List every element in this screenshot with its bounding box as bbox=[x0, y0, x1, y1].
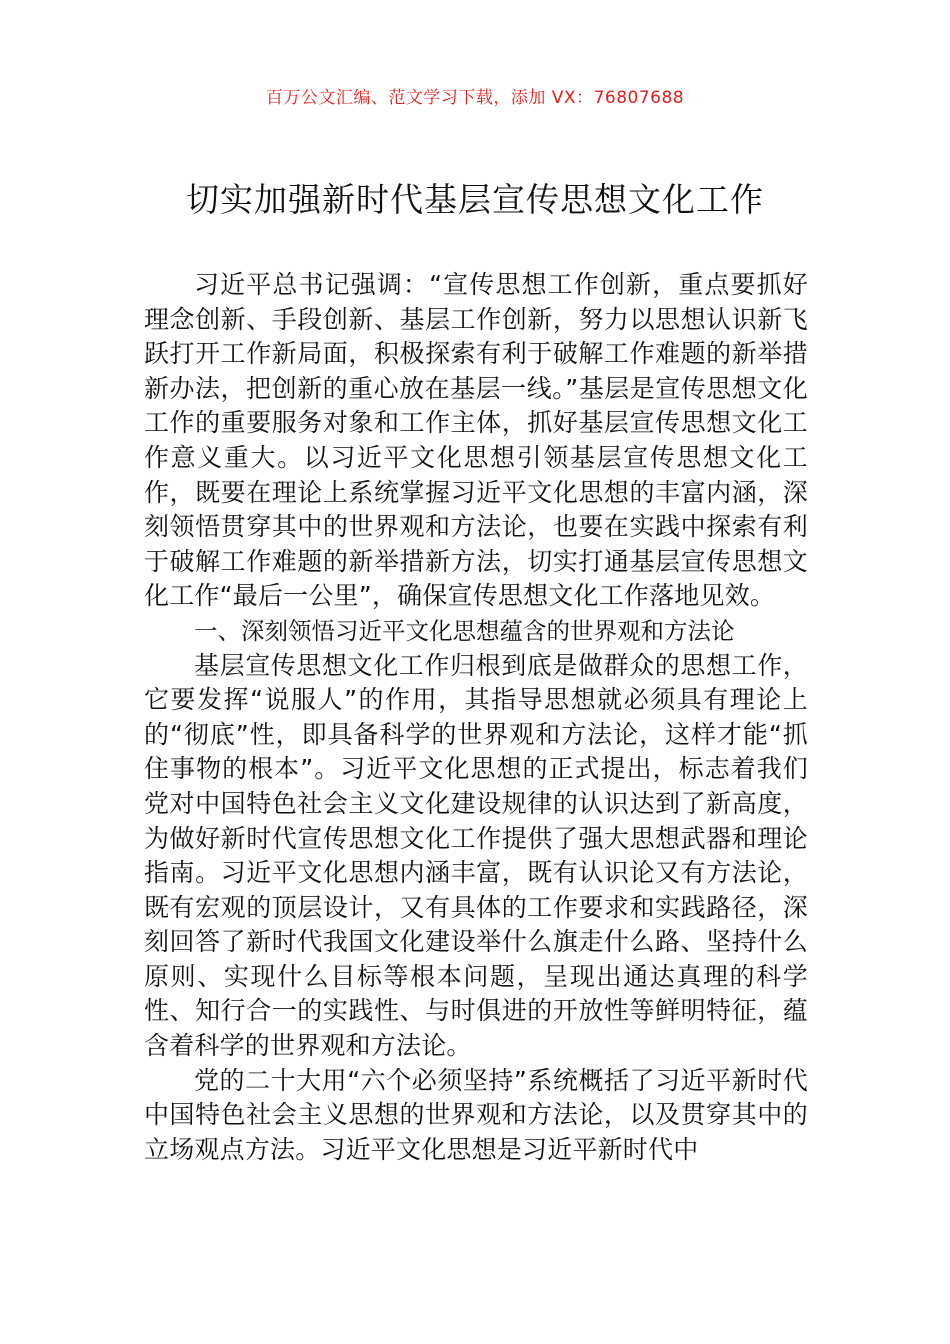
document-body bbox=[144, 268, 808, 1167]
paragraph-section-2: 党的二十大用“六个必须坚持”系统概括了习近平新时代中国特色社会主义思想的世界观和方法论，以及贯穿其中的立场观点方法。习近平文化思想是习近平新时代中 bbox=[144, 1065, 808, 1164]
paragraph-section-1: 基层宣传思想文化工作归根到底是做群众的思想工作，它要发挥“说服人”的作用，其指导思想就必须具有理论上的“彻底”性，即具备科学的世界观和方法论，这样才能“抓住事物的根本”。习近平文化思想的正式提出，标志着我们党对中国特色社会主义文化建设规律的认识达到了新高度，为做好新时代宣传思想文化工作提供了强大思想武器和理论指南。习近平文化思想内涵丰富，既有认识论又有方法论，既有宏观的顶层设计，又有具体的工作要求和实践路径，深刻回答了新时代我国文化建设举什么旗走什么路、坚持什么原则、实现什么目标等根本问题，呈现出通达真理的科学性、知行合一的实践性、与时俱进的开放性等鲜明特征，蕴含着科学的世界观和方法论。 bbox=[144, 650, 808, 1061]
section-heading: 一、深刻领悟习近平文化思想蕴含的世界观和方法论 bbox=[194, 616, 735, 645]
document-title: 切实加强新时代基层宣传思想文化工作 bbox=[186, 180, 764, 219]
paragraph-intro: 习近平总书记强调：“宣传思想工作创新，重点要抓好理念创新、手段创新、基层工作创新，努力以思想认识新飞跃打开工作新局面，积极探索有利于破解工作难题的新举措新办法，把创新的重心放在基层一线。”基层是宣传思想文化工作的重要服务对象和工作主体，抓好基层宣传思想文化工作意义重大。以习近平文化思想引领基层宣传思想文化工作，既要在理论上系统掌握习近平文化思想的丰富内涵，深刻领悟贯穿其中的世界观和方法论，也要在实践中探索有利于破解工作难题的新举措新方法，切实打通基层宣传思想文化工作“最后一公里”，确保宣传思想文化工作落地见效。 bbox=[144, 270, 808, 611]
promo-banner: 百万公文汇编、范文学习下载，添加 VX：76807688 bbox=[265, 88, 685, 108]
